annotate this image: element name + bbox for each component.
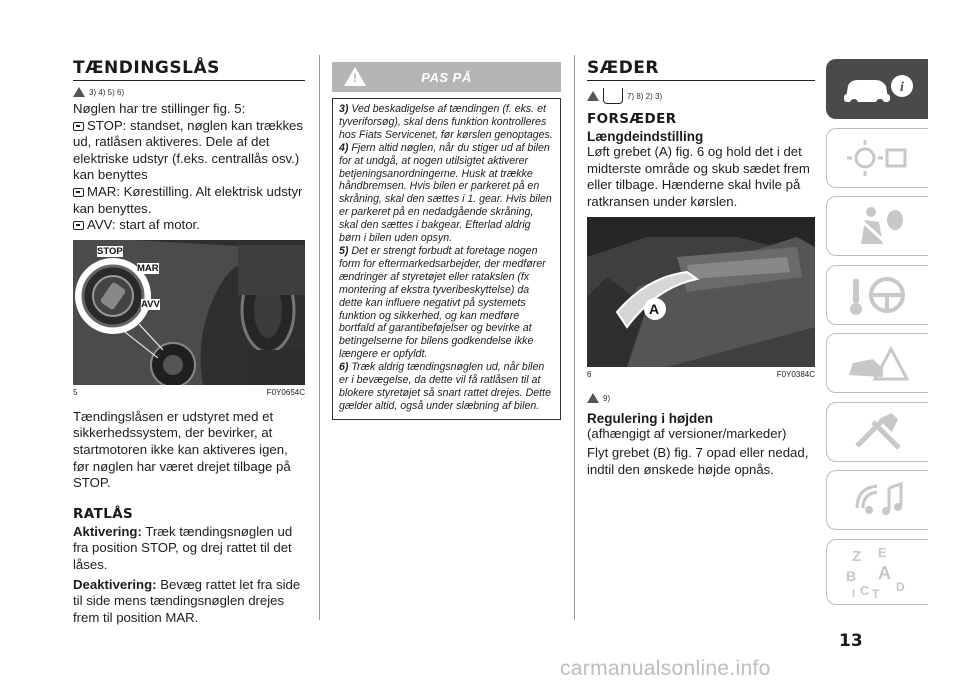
- warning-triangle-icon: [73, 87, 85, 97]
- column-ignition: [73, 58, 305, 626]
- figure-code: F0Y0384C: [776, 370, 815, 380]
- ignition-illustration: [73, 240, 305, 385]
- tab-airbag-safety[interactable]: [826, 196, 928, 256]
- column-caution: [332, 62, 561, 420]
- warning-refs: [587, 391, 815, 405]
- caution-title: PAS PÅ: [421, 69, 472, 85]
- index-letter: Z: [851, 548, 861, 565]
- figure-caption: [587, 370, 815, 379]
- dashboard-lights-icon: [843, 136, 913, 180]
- caution-header: [332, 62, 561, 92]
- index-letter: I: [851, 588, 855, 600]
- deactivation-paragraph: Deaktivering: Bevæg rattet let fra side til side mens tændingsnøglen drejes frem til position MAR.: [73, 576, 301, 625]
- page-number: 13: [839, 631, 863, 651]
- length-paragraph: Løft grebet (A) fig. 6 og hold det i det midterste område og skub sædet frem eller tilbage. Hænderne skal hvile på ratkransen under kørslen.: [587, 144, 810, 209]
- multimedia-icon: [843, 478, 913, 522]
- warning-triangle-icon: [587, 91, 599, 101]
- car-info-icon: [838, 68, 918, 110]
- tab-tools[interactable]: [826, 402, 928, 462]
- warning-refs: [73, 85, 305, 99]
- index-letter: B: [845, 568, 856, 584]
- heading-length-adjustment: Længdeindstilling: [587, 129, 704, 144]
- ignition-paragraph: Tændingslåsen er udstyret med et sikkerhedssystem, der bevirker, at startmotoren ikke kan aktiveres igen, før nøglen har været drejet tilbage på STOP.: [73, 408, 291, 491]
- tab-multimedia[interactable]: [826, 470, 928, 530]
- refs-text: 9): [603, 393, 611, 403]
- section-title-steering-lock: RATLÅS: [73, 505, 134, 522]
- index-letter: D: [895, 580, 905, 594]
- caution-body: [332, 98, 561, 420]
- svg-text:i: i: [899, 80, 904, 95]
- height-paragraph-versions: (afhængigt af versioner/markeder): [587, 426, 787, 442]
- label-avv: AVV: [141, 298, 160, 310]
- activation-paragraph: Aktivering: Træk tændingsnøglen ud fra position STOP, og drej rattet til det låses.: [73, 523, 293, 572]
- caution-item: 6) Træk aldrig tændingsnøglen ud, når bilen er i bevægelse, da dette vil få ratlåsen til at blokere styretøjet så snart rattet drejes. Dette gælder altid, også under slæbning af bilen.: [339, 361, 551, 412]
- refs-text: 7) 8) 2) 3): [627, 91, 663, 101]
- warning-refs: [587, 85, 815, 107]
- figure-caption: [73, 388, 305, 397]
- height-paragraph: Flyt grebet (B) fig. 7 opad eller nedad, indtil den ønskede højde opnås.: [587, 444, 809, 477]
- index-icon: [838, 543, 918, 601]
- caution-item: 4) Fjern altid nøglen, når du stiger ud af bilen for at undgå, at nogen utilsigtet aktiverer betjeningsanordningerne. Husk at trække håndbremsen. Hvis bilen er parkeret på en skråning, skal den sættes i 1. gear. Hvis bilen er parkeret på en nedadgående skråning, skal den sættes i bakgear. Efterlad aldrig børn i bilen uden opsyn.: [339, 141, 552, 245]
- tab-car-info[interactable]: [826, 59, 928, 119]
- tab-key-steering[interactable]: [826, 265, 928, 325]
- section-title-ignition: TÆNDINGSLÅS: [73, 58, 305, 81]
- index-letter: T: [871, 587, 879, 601]
- intro-text: Nøglen har tre stillinger fig. 5:: [73, 101, 246, 116]
- position-stop: STOP: standset, nøglen kan trækkes ud, ratlåsen aktiveres. Dele af det elektriske udstyr (f.eks. centrallås osv.) kan benyttes: [73, 117, 303, 183]
- figure-number: 6: [587, 370, 592, 380]
- label-mar: MAR: [137, 262, 159, 274]
- index-letter: C: [859, 583, 869, 598]
- tab-emergency[interactable]: [826, 333, 928, 393]
- column-divider: [574, 55, 575, 620]
- subsection-title-front-seats: FORSÆDER: [587, 111, 677, 127]
- seat-belt-icon: [603, 88, 623, 104]
- figure-code: F0Y0654C: [266, 387, 305, 397]
- index-letter: E: [877, 545, 887, 560]
- heading-height-adjustment: Regulering i højden: [587, 411, 714, 427]
- position-avv: AVV: start af motor.: [73, 217, 305, 234]
- key-icon: [73, 221, 84, 230]
- figure-number: 5: [73, 387, 78, 397]
- key-steering-icon: [843, 273, 913, 317]
- caution-item: 3) Ved beskadigelse af tændingen (f. eks. et tyveriforsøg), skal dens funktion kontrolleres hos Fiats Servicenet, før kørslen genoptages.: [339, 103, 553, 141]
- caution-item: 5) Det er strengt forbudt at foretage nogen form for eftermarkedsarbejder, der medfører ændringer af styretøjet eller ratakslen (fx montering af ekstra tyveribeskyttelse) da dette kan influere negativt på systemets funktion og sikkerhed, og kan medføre bortfald af garantibeføjelser og bevirke at betingelserne for bilens godkendelse ikke længere er opfyldt.: [339, 244, 546, 361]
- column-divider: [319, 55, 320, 620]
- airbag-safety-icon: [843, 204, 913, 248]
- caution-triangle-icon: [344, 67, 366, 86]
- position-mar: MAR: Kørestilling. Alt elektrisk udstyr kan benyttes.: [73, 183, 303, 216]
- key-icon: [73, 188, 84, 197]
- key-icon: [73, 122, 84, 131]
- label-stop: STOP: [97, 245, 123, 257]
- label-a: A: [649, 301, 660, 318]
- seat-illustration: [587, 217, 815, 367]
- column-seats: [587, 58, 815, 478]
- tab-index[interactable]: [826, 539, 928, 605]
- tab-dashboard-lights[interactable]: [826, 128, 928, 188]
- emergency-icon: [843, 341, 913, 385]
- warning-triangle-icon: [587, 393, 599, 403]
- section-title-seats: SÆDER: [587, 58, 815, 81]
- refs-text: 3) 4) 5) 6): [89, 87, 125, 97]
- index-letter: A: [877, 563, 891, 583]
- figure-seat-lever: [587, 217, 815, 367]
- tools-icon: [843, 410, 913, 454]
- figure-ignition-switch: [73, 240, 305, 385]
- watermark: carmanualsonline.info: [560, 657, 771, 680]
